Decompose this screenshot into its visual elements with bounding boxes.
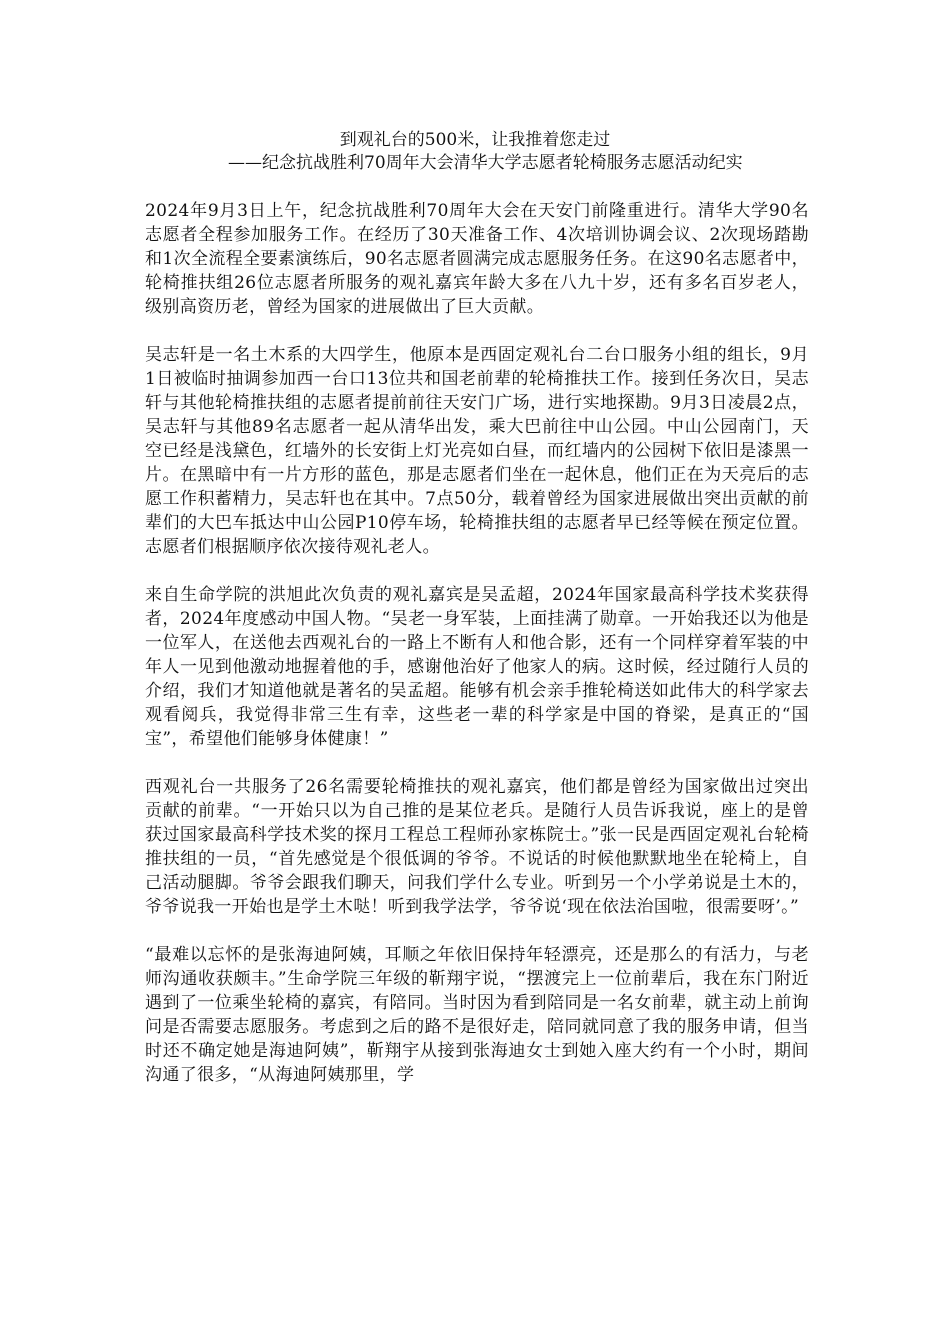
paragraph-wu-zhixuan: 吴志轩是一名土木系的大四学生，他原本是西固定观礼台二台口服务小组的组长，9月1日被临时抽调参加西一台口13位共和国老前辈的轮椅推扶工作。接到任务次日，吴志轩与其他轮椅推扶组的志愿者提前前往天安门广场，进行实地探勘。9月3日凌晨2点，吴志轩与其他89名志愿者一起从清华出发，乘大巴前往中山公园。中山公园南门，天空已经是浅黛色，红墙外的长安街上灯光亮如白昼，而红墙内的公园树下依旧是漆黑一片。在黑暗中有一片方形的蓝色，那是志愿者们坐在一起休息，他们正在为天亮后的志愿工作积蓄精力，吴志轩也在其中。7点50分，载着曾经为国家进展做出突出贡献的前辈们的大巴车抵达中山公园P10停车场，轮椅推扶组的志愿者早已经等候在预定位置。志愿者们根据顺序依次接待观礼老人。 bbox=[145, 345, 809, 557]
document-subtitle: ——纪念抗战胜利70周年大会清华大学志愿者轮椅服务志愿活动纪实 bbox=[228, 153, 743, 173]
document-title: 到观礼台的500米，让我推着您走过 bbox=[339, 130, 611, 150]
paragraph-intro: 2024年9月3日上午，纪念抗战胜利70周年大会在天安门前隆重进行。清华大学90名志愿者全程参加服务工作。在经历了30天准备工作、4次培训协调会议、2次现场踏勘和1次全流程全要素演练后，90名志愿者圆满完成志愿服务任务。在这90名志愿者中，轮椅推扶组26位志愿者所服务的观礼嘉宾年龄大多在八九十岁，还有多名百岁老人，级别高资历老，曾经为国家的进展做出了巨大贡献。 bbox=[145, 201, 809, 317]
paragraph-hong-xu: 来自生命学院的洪旭此次负责的观礼嘉宾是吴孟超，2024年国家最高科学技术奖获得者，2024年度感动中国人物。“吴老一身军装，上面挂满了勋章。一开始我还以为他是一位军人，在送他去西观礼台的一路上不断有人和他合影，还有一个同样穿着军装的中年人一见到他激动地握着他的手，感谢他治好了他家人的病。这时候，经过随行人员的介绍，我们才知道他就是著名的吴孟超。能够有机会亲手推轮椅送如此伟大的科学家去观看阅兵，我觉得非常三生有幸，这些老一辈的科学家是中国的脊梁，是真正的“国宝”，希望他们能够身体健康！” bbox=[145, 585, 809, 749]
document-body bbox=[145, 199, 809, 1111]
paragraph-jin-xiangyu: “最难以忘怀的是张海迪阿姨，耳顺之年依旧保持年轻漂亮，还是那么的有活力，与老师沟通收获颇丰。”生命学院三年级的靳翔宇说，“摆渡完上一位前辈后，我在东门附近遇到了一位乘坐轮椅的嘉宾，有陪同。当时因为看到陪同是一名女前辈，就主动上前询问是否需要志愿服务。考虑到之后的路不是很好走，陪同就同意了我的服务申请，但当时还不确定她是海迪阿姨”，靳翔宇从接到张海迪女士到她入座大约有一个小时，期间沟通了很多，“从海迪阿姨那里，学 bbox=[145, 945, 809, 1085]
paragraph-zhang-yimin: 西观礼台一共服务了26名需要轮椅推扶的观礼嘉宾，他们都是曾经为国家做出过突出贡献的前辈。“一开始只以为自己推的是某位老兵。是随行人员告诉我说，座上的是曾获过国家最高科学技术奖的探月工程总工程师孙家栋院士。”张一民是西固定观礼台轮椅推扶组的一员，“首先感觉是个很低调的爷爷。不说话的时候他默默地坐在轮椅上，自己活动腿脚。爷爷会跟我们聊天，问我们学什么专业。听到另一个小学弟说是土木的，爷爷说我一开始也是学土木哒！听到我学法学，爷爷说‘现在依法治国啦，很需要呀’。” bbox=[145, 777, 809, 917]
